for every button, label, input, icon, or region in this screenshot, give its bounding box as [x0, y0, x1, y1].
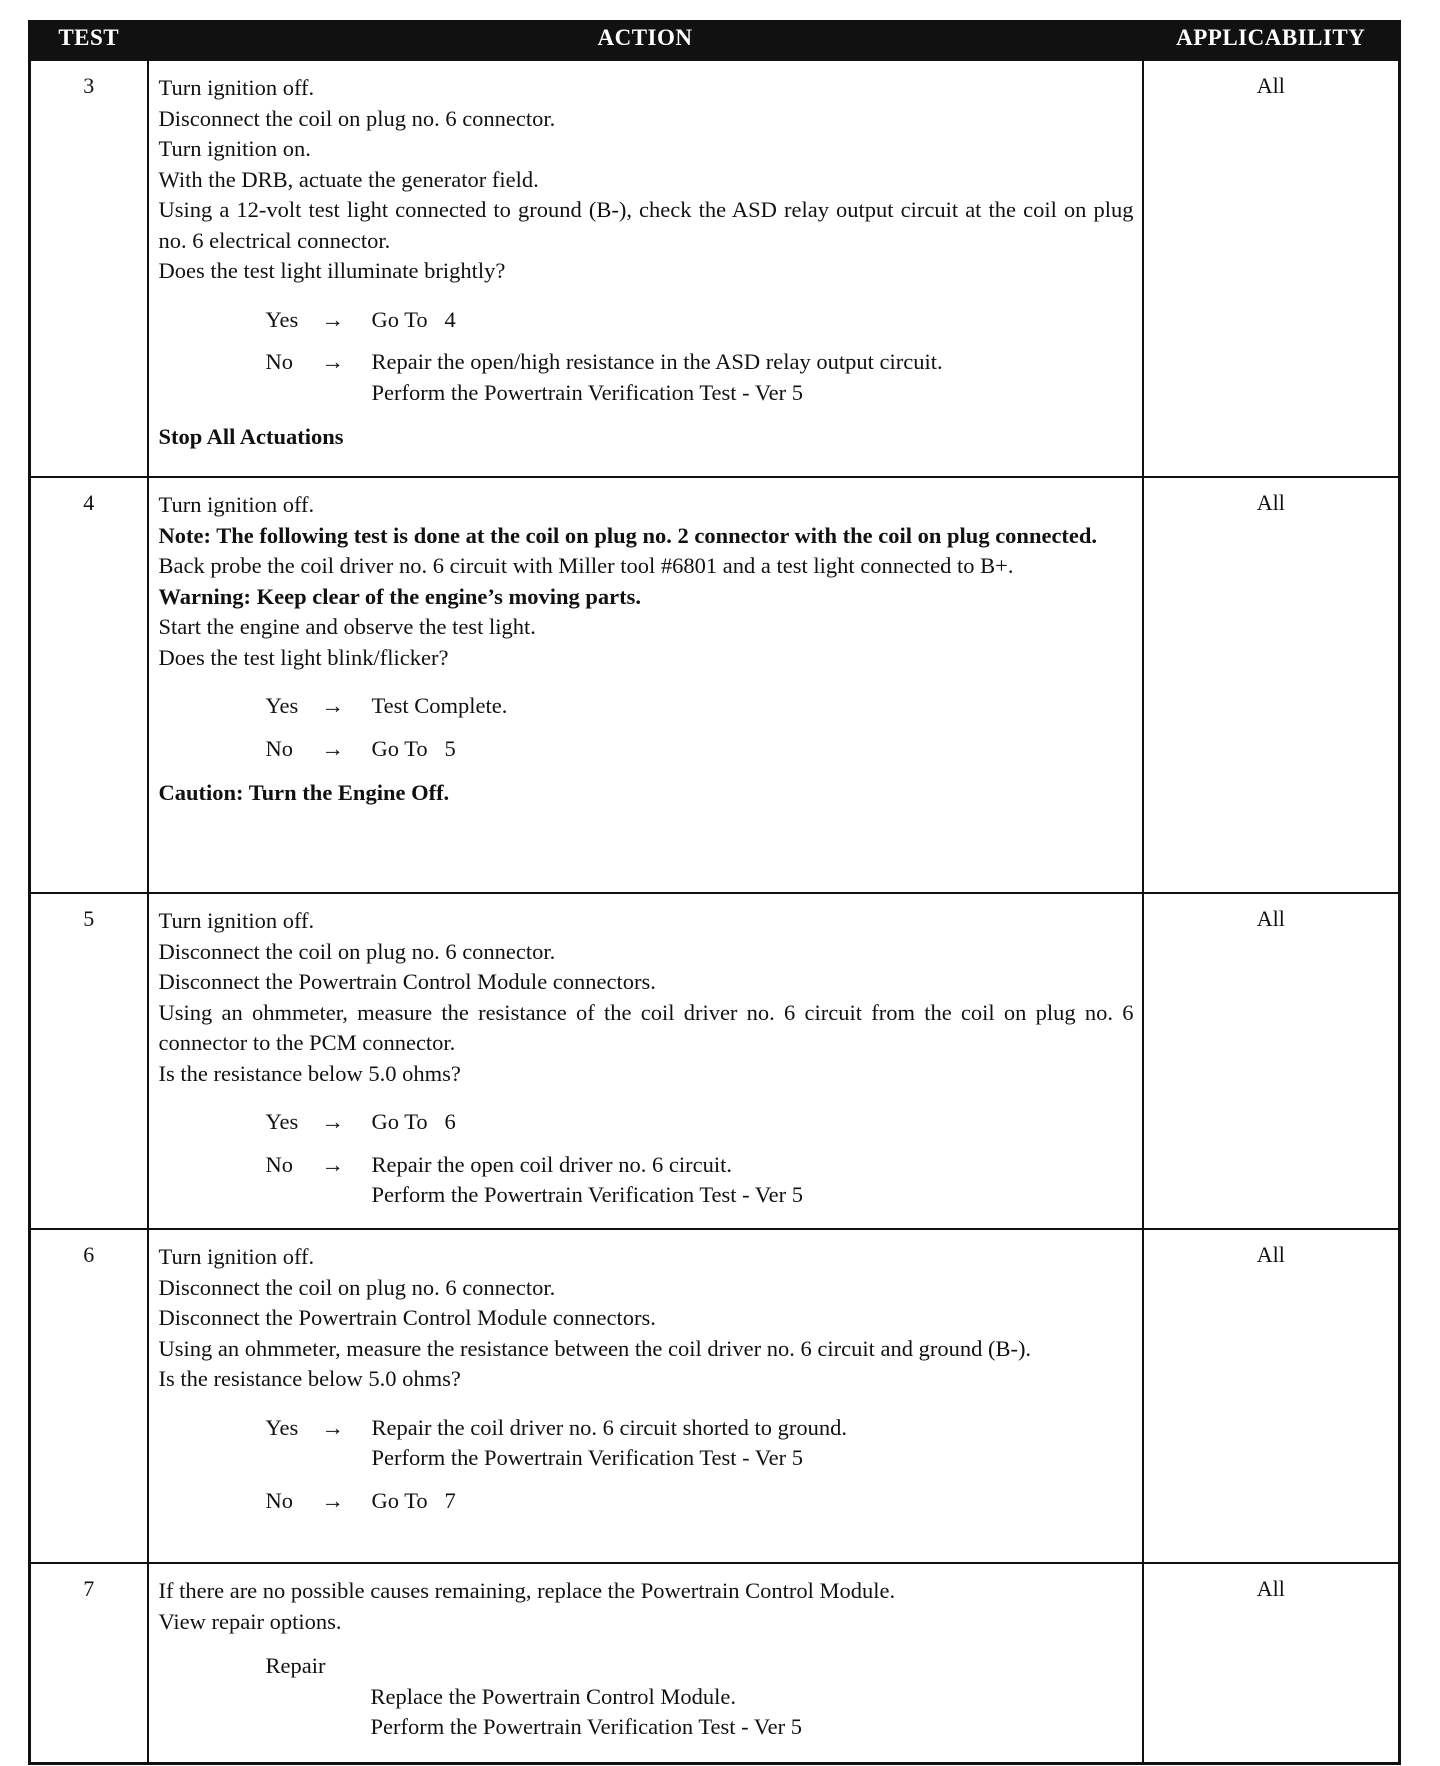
action-line: Start the engine and observe the test light. [158, 614, 536, 639]
yes-branch [266, 1413, 1134, 1474]
applicability-value: All [1143, 477, 1400, 893]
action-line: Using an ohmmeter, measure the resistance of the coil driver no. 6 circuit from the coil on plug no. 6 connector to the PCM connector. [158, 999, 1134, 1055]
action-line: Disconnect the coil on plug no. 6 connector. [158, 938, 556, 964]
action-warning: Warning: Keep clear of the engine’s moving parts. [158, 583, 641, 609]
branch-line: Repair the open/high resistance in the ASD relay output circuit. [371, 349, 943, 374]
applicability-value: All [1143, 893, 1400, 1229]
header-test: TEST [30, 22, 148, 61]
table-row [30, 60, 1400, 477]
action-line: Turn ignition off. [158, 1244, 315, 1269]
yes-label: Yes [265, 1109, 299, 1134]
test-number: 7 [30, 1563, 148, 1763]
test-number: 4 [30, 477, 148, 893]
action-line: Turn ignition off. [158, 492, 315, 517]
branch-line: Go To 7 [371, 1487, 456, 1513]
action-note: Note: The following test is done at the coil on plug no. 2 connector with the coil on plug connected. [158, 522, 1098, 548]
applicability-value: All [1143, 1229, 1400, 1563]
action-line: Disconnect the Powertrain Control Module connectors. [158, 1305, 656, 1330]
arrow-icon: → [321, 349, 344, 374]
action-line: Using a 12-volt test light connected to ground (B-), check the ASD relay output circuit at the coil on plug no. 6 electrical connector. [158, 197, 1134, 253]
action-cell [148, 893, 1143, 1229]
action-line: Back probe the coil driver no. 6 circuit with Miller tool #6801 and a test light connected to B+. [158, 553, 1014, 578]
no-label: No [265, 735, 293, 761]
repair-line: Perform the Powertrain Verification Test - Ver 5 [370, 1714, 802, 1739]
action-line: Does the test light illuminate brightly? [158, 258, 506, 283]
arrow-icon: → [321, 1414, 344, 1440]
action-line: View repair options. [158, 1608, 342, 1634]
test-number: 3 [30, 60, 148, 477]
table-row [30, 893, 1400, 1229]
action-line: If there are no possible causes remaining, replace the Powertrain Control Module. [158, 1578, 896, 1603]
branch-line: Perform the Powertrain Verification Test - Ver 5 [371, 1445, 803, 1470]
test-number: 6 [30, 1229, 148, 1563]
no-label: No [265, 1151, 293, 1177]
action-cell [148, 1229, 1143, 1563]
applicability-value: All [1143, 1563, 1400, 1763]
action-footer: Caution: Turn the Engine Off. [158, 780, 450, 805]
diagnostic-test-table [28, 20, 1401, 1765]
table-row [30, 477, 1400, 893]
no-branch [266, 1486, 1134, 1517]
yes-branch [266, 1107, 1134, 1138]
yes-branch [266, 691, 1134, 722]
yes-branch [266, 305, 1134, 336]
arrow-icon: → [321, 1487, 344, 1513]
action-line: Is the resistance below 5.0 ohms? [158, 1366, 461, 1391]
yes-label: Yes [265, 693, 299, 718]
branch-line: Repair the coil driver no. 6 circuit shorted to ground. [371, 1414, 847, 1440]
arrow-icon: → [321, 1109, 344, 1134]
action-line: With the DRB, actuate the generator field. [158, 166, 539, 192]
action-line: Disconnect the coil on plug no. 6 connector. [158, 105, 556, 131]
no-label: No [265, 349, 293, 374]
arrow-icon: → [321, 1151, 344, 1177]
action-line: Does the test light blink/flicker? [158, 644, 449, 670]
branch-line: Perform the Powertrain Verification Test - Ver 5 [371, 1182, 803, 1207]
yes-label: Yes [265, 306, 299, 332]
table-header-row [30, 22, 1400, 61]
action-line: Turn ignition off. [158, 75, 315, 100]
repair-label: Repair [265, 1653, 326, 1678]
table-row [30, 1229, 1400, 1563]
action-line: Turn ignition off. [158, 908, 315, 933]
branch-line: Repair the open coil driver no. 6 circuit. [371, 1151, 733, 1177]
no-branch [266, 347, 1134, 408]
test-number: 5 [30, 893, 148, 1229]
arrow-icon: → [321, 693, 344, 718]
arrow-icon: → [321, 306, 344, 332]
header-action: ACTION [148, 22, 1143, 61]
action-line: Is the resistance below 5.0 ohms? [158, 1060, 461, 1086]
repair-options [266, 1651, 1134, 1743]
action-line: Disconnect the coil on plug no. 6 connector. [158, 1274, 556, 1300]
branch-line: Go To 6 [371, 1109, 456, 1134]
no-branch [266, 1150, 1134, 1211]
action-cell [148, 60, 1143, 477]
branch-line: Perform the Powertrain Verification Test - Ver 5 [371, 379, 803, 405]
no-label: No [265, 1487, 293, 1513]
action-cell [148, 477, 1143, 893]
applicability-value: All [1143, 60, 1400, 477]
arrow-icon: → [321, 735, 344, 761]
action-line: Turn ignition on. [158, 136, 311, 161]
repair-line: Replace the Powertrain Control Module. [370, 1683, 737, 1709]
branch-line: Go To 5 [371, 735, 456, 761]
action-footer: Stop All Actuations [158, 424, 344, 449]
header-applicability: APPLICABILITY [1143, 22, 1400, 61]
action-line: Disconnect the Powertrain Control Module connectors. [158, 969, 656, 994]
branch-line: Test Complete. [371, 693, 508, 718]
branch-line: Go To 4 [371, 306, 456, 332]
yes-label: Yes [265, 1414, 299, 1440]
table-row [30, 1563, 1400, 1763]
no-branch [266, 734, 1134, 765]
action-line: Using an ohmmeter, measure the resistance between the coil driver no. 6 circuit and ground (B-). [158, 1335, 1032, 1361]
action-cell [148, 1563, 1143, 1763]
